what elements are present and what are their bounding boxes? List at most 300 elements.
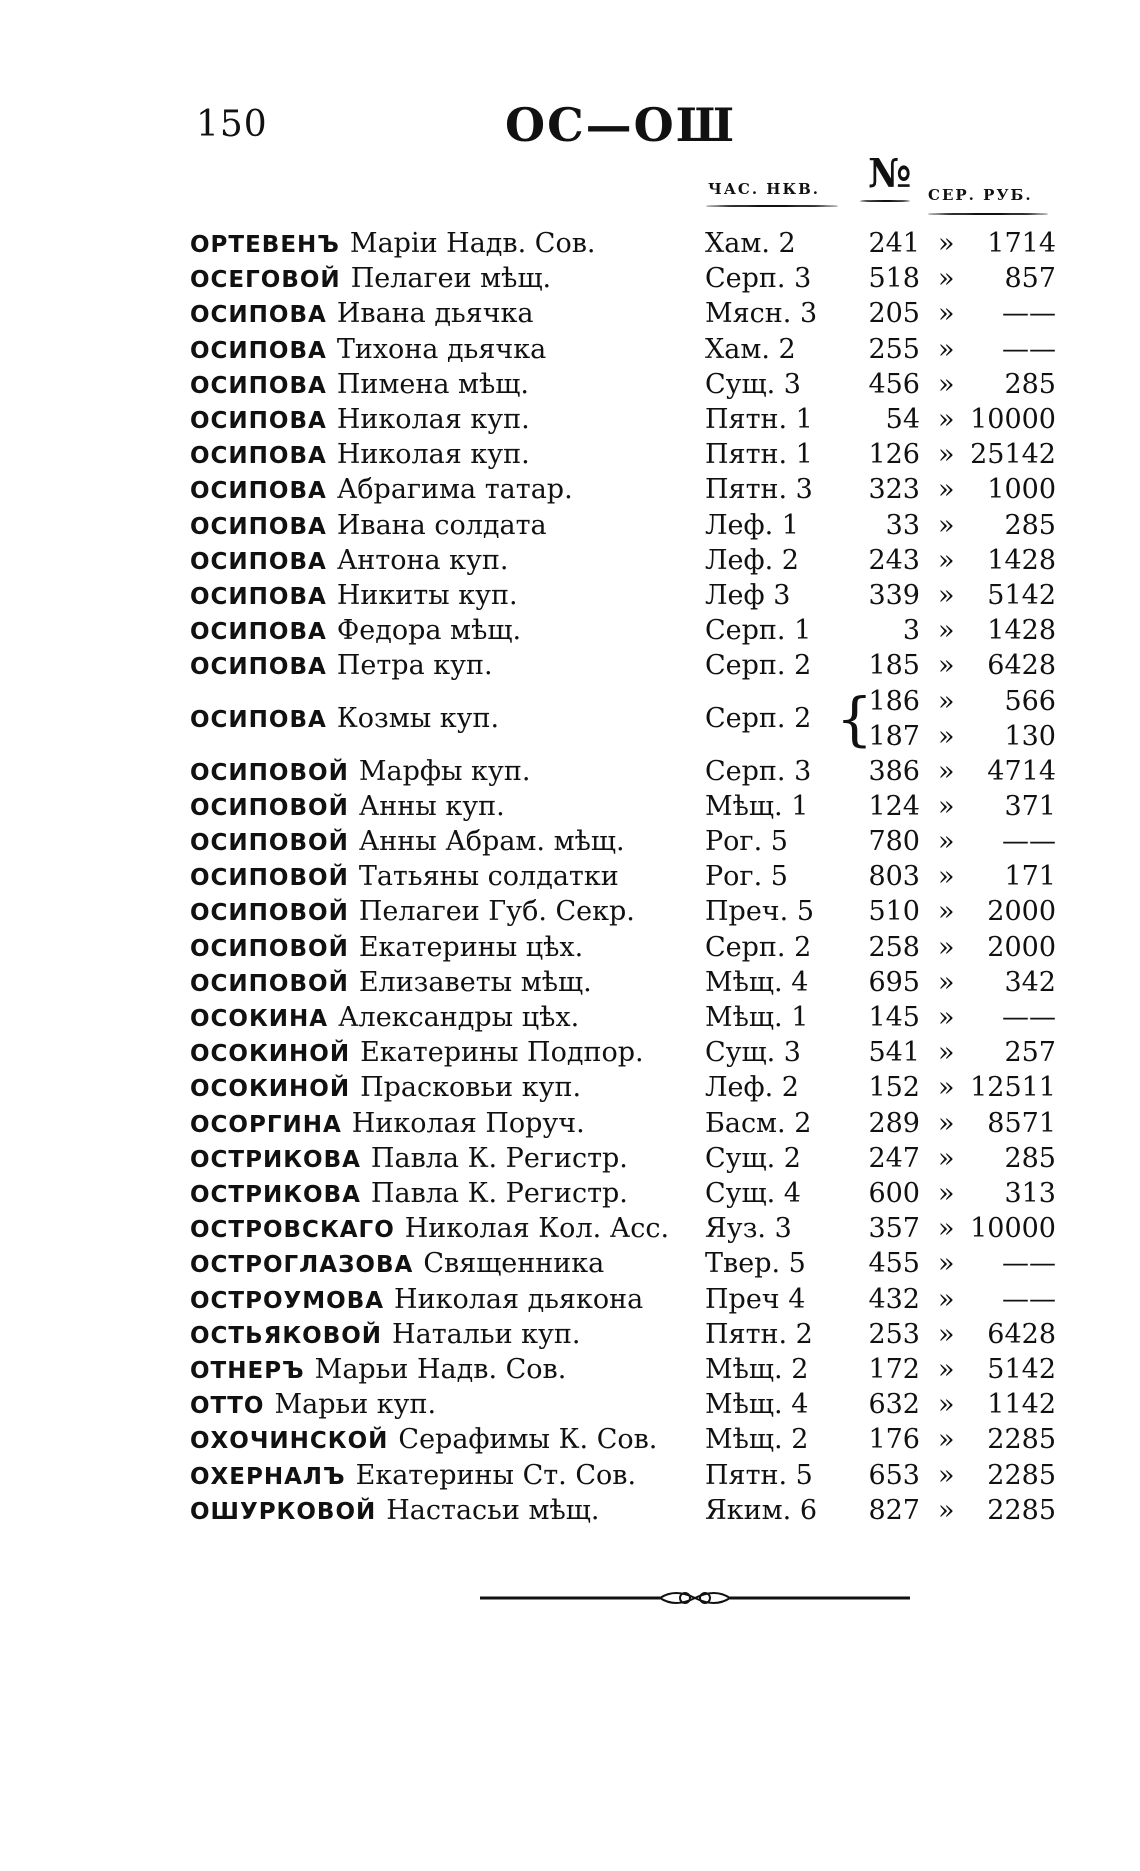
entry-value: 4714	[987, 755, 1056, 787]
entry-value: 285	[1004, 1142, 1056, 1174]
entry-rubles-mark: »	[938, 368, 955, 400]
entry-surname: ОСИПОВА	[190, 337, 327, 364]
entry-given-name: Пимена мѣщ.	[336, 368, 529, 400]
entry-given-name: Пелагеи мѣщ.	[350, 263, 552, 295]
entry-surname: ОСИПОВА	[190, 478, 327, 505]
entry-surname: ОСОКИНОЙ	[190, 1076, 351, 1103]
entry-house-number: 253	[868, 1318, 920, 1350]
entry-quarter: Мѣщ. 1	[705, 790, 809, 822]
entry-rubles-mark: »	[938, 1354, 955, 1385]
entry-given-name: Натальи куп.	[392, 1318, 581, 1350]
entry-quarter: Яким. 6	[705, 1494, 818, 1526]
entry-house-number: 518	[868, 263, 920, 295]
entry-value: 857	[1004, 263, 1056, 295]
entry-value: 285	[1004, 509, 1056, 541]
entry-house-number: 243	[868, 544, 920, 576]
entry-surname: ОСИПОВА	[190, 584, 327, 610]
entry-house-number: 780	[868, 826, 920, 857]
entry-name	[190, 437, 530, 474]
entry-rubles-mark: »	[938, 298, 955, 330]
entry-name	[190, 332, 546, 369]
entry-value: 8571	[987, 1107, 1056, 1139]
list-item	[0, 437, 1140, 473]
entry-name	[190, 824, 625, 861]
entry-name	[190, 1422, 657, 1459]
entry-quarter: Мѣщ. 2	[705, 1424, 809, 1456]
entry-house-number: 54	[885, 404, 920, 435]
list-item	[0, 965, 1140, 1001]
list-item	[0, 1000, 1140, 1036]
entry-house-number: 33	[885, 509, 920, 541]
list-item	[0, 367, 1140, 403]
entry-house-number: 339	[868, 580, 920, 611]
entry-name	[190, 543, 508, 580]
entry-value: 130	[1004, 720, 1056, 752]
entry-value: 1714	[987, 228, 1056, 259]
entry-surname: ОСИПОВОЙ	[190, 970, 349, 997]
entry-quarter: Серп. 1	[705, 615, 812, 647]
entry-quarter: Твер. 5	[705, 1248, 806, 1280]
entry-name	[190, 261, 551, 298]
entry-surname: ОСТРИКОВА	[190, 1182, 361, 1208]
entry-house-number: 695	[868, 966, 920, 998]
entry-house-number: 827	[868, 1494, 920, 1526]
entry-given-name: Маріи Надв. Сов.	[349, 228, 596, 259]
entry-given-name: Козмы куп.	[336, 702, 500, 734]
entry-quarter: Леф. 2	[705, 544, 799, 576]
entry-value: 6428	[987, 1318, 1056, 1350]
entry-surname: ОСТЬЯКОВОЙ	[190, 1322, 383, 1349]
header-underline-rubles	[928, 213, 1048, 215]
entry-quarter: Пятн. 5	[705, 1459, 813, 1491]
entry-name	[190, 1176, 628, 1213]
entry-name	[190, 754, 530, 791]
entry-value: 1428	[987, 544, 1056, 576]
entry-given-name: Анны куп.	[358, 790, 505, 822]
entry-house-number: 255	[868, 333, 920, 365]
entry-rubles-mark: »	[938, 580, 955, 611]
entry-rubles-mark: »	[938, 615, 955, 647]
entry-given-name: Николая Поруч.	[351, 1107, 585, 1139]
entry-quarter: Пятн. 3	[705, 474, 813, 506]
list-item	[0, 578, 1140, 614]
entry-name	[190, 402, 530, 439]
entry-surname: ОРТЕВЕНЪ	[190, 232, 340, 258]
entry-house-number: 541	[868, 1037, 920, 1069]
list-item	[0, 930, 1140, 966]
entry-rubles-mark: »	[938, 755, 955, 787]
sub-entry	[0, 719, 1140, 754]
list-item	[0, 1176, 1140, 1212]
list-item	[0, 754, 1140, 790]
entry-name	[190, 1282, 643, 1319]
entry-given-name: Екатерины цѣх.	[358, 931, 584, 963]
entry-surname: ОСОКИНОЙ	[190, 1041, 351, 1068]
list-item	[0, 543, 1140, 579]
entry-rubles-mark: »	[938, 1107, 955, 1139]
entry-house-number: 455	[868, 1248, 920, 1280]
entry-rubles-mark: »	[938, 896, 955, 928]
entry-given-name: Никиты куп.	[336, 580, 518, 611]
entry-value: 285	[1004, 368, 1056, 400]
entry-house-number: 357	[868, 1213, 920, 1245]
entry-value: ——	[1002, 1283, 1056, 1315]
entry-value: ——	[1002, 298, 1056, 330]
entry-surname: ОСИПОВОЙ	[190, 830, 349, 856]
entry-house-number: 386	[868, 755, 920, 787]
entry-surname: ОСИПОВА	[190, 443, 327, 470]
entry-surname: ОХОЧИНСКОЙ	[190, 1428, 389, 1455]
entry-given-name: Антона куп.	[336, 544, 509, 576]
column-header-rubles: СЕР. РУБ.	[928, 186, 1033, 204]
entry-name	[190, 789, 505, 826]
entry-value: 2285	[987, 1424, 1056, 1456]
list-item	[0, 859, 1140, 895]
entry-given-name: Николая куп.	[336, 439, 530, 471]
entry-house-number: 145	[868, 1002, 920, 1033]
entry-value: 566	[1004, 685, 1056, 717]
entry-given-name: Марьи Надв. Сов.	[314, 1354, 567, 1385]
entry-quarter: Рог. 5	[705, 826, 788, 857]
list-item	[0, 261, 1140, 297]
entry-house-number: 185	[868, 650, 920, 682]
entry-quarter: Сущ. 2	[705, 1142, 801, 1174]
entry-rubles-mark: »	[938, 1213, 955, 1245]
entry-rubles-mark: »	[938, 1318, 955, 1350]
list-item	[0, 508, 1140, 544]
entry-name	[190, 508, 547, 545]
entry-quarter: Мѣщ. 1	[705, 1002, 809, 1033]
entry-surname: ОТНЕРЪ	[190, 1358, 305, 1384]
entry-surname: ОХЕРНАЛЪ	[190, 1463, 346, 1490]
entry-quarter: Басм. 2	[705, 1107, 812, 1139]
list-item	[0, 1035, 1140, 1071]
entry-name	[190, 578, 518, 615]
entry-surname: ОСТРИКОВА	[190, 1146, 361, 1173]
list-item	[0, 894, 1140, 930]
entry-surname: ОСИПОВОЙ	[190, 900, 349, 927]
entry-house-number: 600	[868, 1178, 920, 1209]
entry-rubles-mark: »	[938, 1424, 955, 1456]
entry-value: 257	[1004, 1037, 1056, 1069]
entry-quarter: Серп. 3	[705, 263, 812, 295]
entry-name	[190, 1493, 599, 1530]
entry-rubles-mark: »	[938, 404, 955, 435]
entry-rubles-mark: »	[938, 966, 955, 998]
entry-quarter: Пятн. 1	[705, 439, 813, 471]
entry-house-number: 803	[868, 861, 920, 893]
entry-quarter: Мѣщ. 2	[705, 1354, 809, 1385]
entry-quarter: Мѣщ. 4	[705, 966, 809, 998]
entry-rubles-mark: »	[938, 1283, 955, 1315]
entry-rubles-mark: »	[938, 650, 955, 682]
entry-given-name: Татьяны солдатки	[358, 861, 619, 893]
header-underline-number	[860, 200, 910, 202]
entry-name	[190, 1070, 581, 1107]
entry-name	[190, 648, 493, 685]
entry-rubles-mark: »	[938, 931, 955, 963]
entry-house-number: 456	[868, 368, 920, 400]
entry-value: 6428	[987, 650, 1056, 682]
entry-surname: ОСИПОВА	[190, 619, 327, 646]
list-item	[0, 1458, 1140, 1494]
entry-name	[190, 226, 596, 263]
list-item	[0, 1282, 1140, 1318]
entry-given-name: Прасковьи куп.	[360, 1072, 582, 1104]
entry-surname: ОСТРОВСКАГО	[190, 1217, 395, 1244]
entry-value: 2285	[987, 1459, 1056, 1491]
entry-value: 2000	[987, 931, 1056, 963]
entry-surname: ОСИПОВОЙ	[190, 865, 349, 892]
entry-quarter: Пятн. 1	[705, 404, 813, 435]
entry-quarter: Мясн. 3	[705, 298, 818, 330]
entry-value: 12511	[970, 1072, 1056, 1104]
entry-value: ——	[1002, 1002, 1056, 1033]
list-item	[0, 472, 1140, 508]
entry-quarter: Хам. 2	[705, 333, 796, 365]
list-item	[0, 1106, 1140, 1142]
entry-house-number: 152	[868, 1072, 920, 1104]
entry-given-name: Федора мѣщ.	[336, 615, 522, 647]
entry-given-name: Марьи куп.	[274, 1389, 437, 1421]
entry-house-number: 432	[868, 1283, 920, 1315]
list-item	[0, 1317, 1140, 1353]
entry-surname: ОСЕГОВОЙ	[190, 267, 341, 294]
entry-quarter: Сущ. 3	[705, 1037, 801, 1069]
entry-house-number: 124	[868, 790, 920, 822]
list-item	[0, 1493, 1140, 1529]
entry-quarter: Мѣщ. 4	[705, 1389, 809, 1421]
entry-surname: ОСТРОУМОВА	[190, 1287, 385, 1314]
entry-rubles-mark: »	[938, 263, 955, 295]
page-number: 150	[196, 104, 268, 145]
entry-name	[190, 1141, 628, 1178]
entry-rubles-mark: »	[938, 509, 955, 541]
entry-value: 1000	[987, 474, 1056, 506]
entry-rubles-mark: »	[938, 1178, 955, 1209]
entry-house-number: 241	[868, 228, 920, 259]
entry-house-number: 3	[902, 615, 920, 647]
list-item	[0, 332, 1140, 368]
sub-entry	[0, 684, 1140, 719]
entry-house-number: 632	[868, 1389, 920, 1421]
entry-value: 171	[1004, 861, 1056, 893]
entry-surname: ОТТО	[190, 1393, 265, 1420]
entry-rubles-mark: »	[938, 1389, 955, 1421]
entry-value: 371	[1004, 790, 1056, 822]
entry-quarter: Серп. 2	[705, 650, 812, 682]
list-item	[0, 1141, 1140, 1177]
entry-given-name: Ивана дьячка	[336, 298, 534, 330]
entry-surname: ОСОКИНА	[190, 1006, 329, 1032]
entry-quarter: Леф 3	[705, 580, 791, 611]
entry-name	[190, 1106, 585, 1143]
entry-given-name: Елизаветы мѣщ.	[358, 966, 592, 998]
entry-surname: ОСТРОГЛАЗОВА	[190, 1252, 414, 1279]
entry-surname: ОСИПОВА	[190, 654, 327, 681]
entry-name	[190, 1317, 581, 1354]
entry-given-name: Екатерины Ст. Сов.	[355, 1459, 637, 1491]
entry-given-name: Тихона дьячка	[336, 333, 547, 365]
entry-house-number: 323	[868, 474, 920, 506]
list-item	[0, 1070, 1140, 1106]
entry-name	[190, 367, 529, 404]
entry-house-number: 126	[868, 439, 920, 471]
list-item	[0, 1211, 1140, 1247]
entry-quarter: Рог. 5	[705, 861, 788, 893]
entry-value: 1428	[987, 615, 1056, 647]
entry-surname: ОСОРГИНА	[190, 1111, 342, 1138]
entry-name	[190, 472, 573, 509]
entry-name	[190, 1035, 644, 1072]
list-item	[0, 296, 1140, 332]
entry-value: 10000	[970, 1213, 1056, 1245]
column-header-quarter: ЧАС. НКВ.	[708, 180, 821, 198]
entry-name	[190, 1246, 604, 1283]
list-item	[0, 789, 1140, 825]
entry-house-number: 247	[868, 1142, 920, 1174]
entry-value: 5142	[987, 1354, 1056, 1385]
entry-name	[190, 613, 521, 650]
list-item	[0, 226, 1140, 262]
entry-surname: ОСИПОВОЙ	[190, 759, 349, 786]
entry-quarter: Преч. 5	[705, 896, 815, 928]
entry-given-name: Петра куп.	[336, 650, 493, 682]
entry-house-number: 205	[868, 298, 920, 330]
entry-given-name: Ивана солдата	[336, 509, 547, 541]
entry-given-name: Александры цѣх.	[338, 1002, 580, 1033]
entry-rubles-mark: »	[938, 333, 955, 365]
entry-surname: ОСИПОВА	[190, 513, 327, 540]
end-ornament	[480, 1588, 910, 1608]
entry-given-name: Настасьи мѣщ.	[386, 1494, 600, 1526]
entry-name	[190, 296, 534, 333]
entry-name	[190, 1211, 669, 1248]
entry-quarter: Сущ. 4	[705, 1178, 801, 1209]
entry-value: 5142	[987, 580, 1056, 611]
brace-mark: {	[836, 684, 873, 753]
entry-given-name: Николая дьякона	[394, 1283, 644, 1315]
entry-name	[190, 894, 635, 931]
entry-given-name: Павла К. Регистр.	[370, 1142, 628, 1174]
entry-rubles-mark: »	[938, 228, 955, 259]
entry-value: 313	[1004, 1178, 1056, 1209]
list-item-double	[0, 684, 1140, 754]
entry-rubles-mark: »	[938, 474, 955, 506]
entry-quarter: Преч 4	[705, 1283, 806, 1315]
entry-given-name: Павла К. Регистр.	[370, 1178, 628, 1209]
list-item	[0, 613, 1140, 649]
entry-name	[190, 859, 619, 896]
list-item	[0, 1352, 1140, 1388]
entry-name	[190, 965, 592, 1002]
entry-surname: ОСИПОВА	[190, 408, 327, 434]
entry-rubles-mark: »	[938, 1142, 955, 1174]
entry-given-name: Марфы куп.	[358, 755, 531, 787]
entry-value: 1142	[987, 1389, 1056, 1421]
entry-given-name: Екатерины Подпор.	[360, 1037, 644, 1069]
entry-quarter: Леф. 2	[705, 1072, 799, 1104]
entry-rubles-mark: »	[938, 861, 955, 893]
entry-value: ——	[1002, 1248, 1056, 1280]
entry-house-number: 176	[868, 1424, 920, 1456]
entry-rubles-mark: »	[938, 826, 955, 857]
entry-rubles-mark: »	[938, 720, 955, 752]
entry-quarter: Пятн. 2	[705, 1318, 813, 1350]
entry-value: 342	[1004, 966, 1056, 998]
entry-value: 25142	[970, 439, 1056, 471]
entry-rubles-mark: »	[938, 439, 955, 471]
entry-quarter: Сущ. 3	[705, 368, 801, 400]
entry-quarter: Серп. 2	[705, 931, 812, 963]
running-head: ОС—ОШ	[505, 98, 737, 152]
entry-surname: ОШУРКОВОЙ	[190, 1498, 377, 1525]
entry-rubles-mark: »	[938, 790, 955, 822]
entry-given-name: Серафимы К. Сов.	[398, 1424, 658, 1456]
entry-surname: ОСИПОВА	[190, 548, 327, 575]
entry-rubles-mark: »	[938, 1459, 955, 1491]
entry-house-number: 186	[868, 685, 920, 717]
entry-name	[190, 930, 583, 967]
entry-given-name: Николая Кол. Асс.	[404, 1213, 670, 1245]
column-header-number: №	[868, 150, 912, 197]
entry-value: 2000	[987, 896, 1056, 928]
entry-surname: ОСИПОВА	[190, 706, 327, 733]
entry-value: ——	[1002, 333, 1056, 365]
entry-value: 10000	[970, 404, 1056, 435]
entry-given-name: Священника	[423, 1248, 605, 1280]
entry-name	[190, 1352, 566, 1389]
entry-rubles-mark: »	[938, 1072, 955, 1104]
list-item	[0, 824, 1140, 860]
entry-given-name: Абрагима татар.	[336, 474, 573, 506]
list-item	[0, 1387, 1140, 1423]
entry-value: 2285	[987, 1494, 1056, 1526]
entry-given-name: Анны Абрам. мѣщ.	[358, 826, 625, 857]
entry-surname: ОСИПОВА	[190, 302, 327, 329]
list-item	[0, 1246, 1140, 1282]
entry-surname: ОСИПОВОЙ	[190, 935, 349, 962]
entry-name	[190, 1000, 579, 1037]
entry-house-number: 258	[868, 931, 920, 963]
entry-given-name: Николая куп.	[336, 404, 530, 435]
entry-quarter: Леф. 1	[705, 509, 799, 541]
entry-name	[190, 1387, 436, 1424]
entry-quarter: Серп. 2	[705, 702, 812, 734]
entry-name	[190, 1458, 636, 1495]
entry-quarter: Яуз. 3	[705, 1213, 792, 1245]
entry-rubles-mark: »	[938, 1002, 955, 1033]
entry-house-number: 187	[868, 720, 920, 752]
entry-house-number: 172	[868, 1354, 920, 1385]
entry-rubles-mark: »	[938, 1037, 955, 1069]
list-item	[0, 648, 1140, 684]
entry-given-name: Пелагеи Губ. Секр.	[358, 896, 635, 928]
entry-house-number: 510	[868, 896, 920, 928]
header-underline-quarter	[706, 205, 838, 207]
entry-rubles-mark: »	[938, 685, 955, 717]
entry-value: ——	[1002, 826, 1056, 857]
list-item	[0, 1422, 1140, 1458]
list-item	[0, 402, 1140, 438]
entry-surname: ОСИПОВОЙ	[190, 794, 349, 821]
entry-rubles-mark: »	[938, 544, 955, 576]
entry-quarter: Серп. 3	[705, 755, 812, 787]
entry-quarter: Хам. 2	[705, 228, 796, 259]
entry-surname: ОСИПОВА	[190, 372, 327, 399]
entry-rubles-mark: »	[938, 1494, 955, 1526]
entry-rubles-mark: »	[938, 1248, 955, 1280]
